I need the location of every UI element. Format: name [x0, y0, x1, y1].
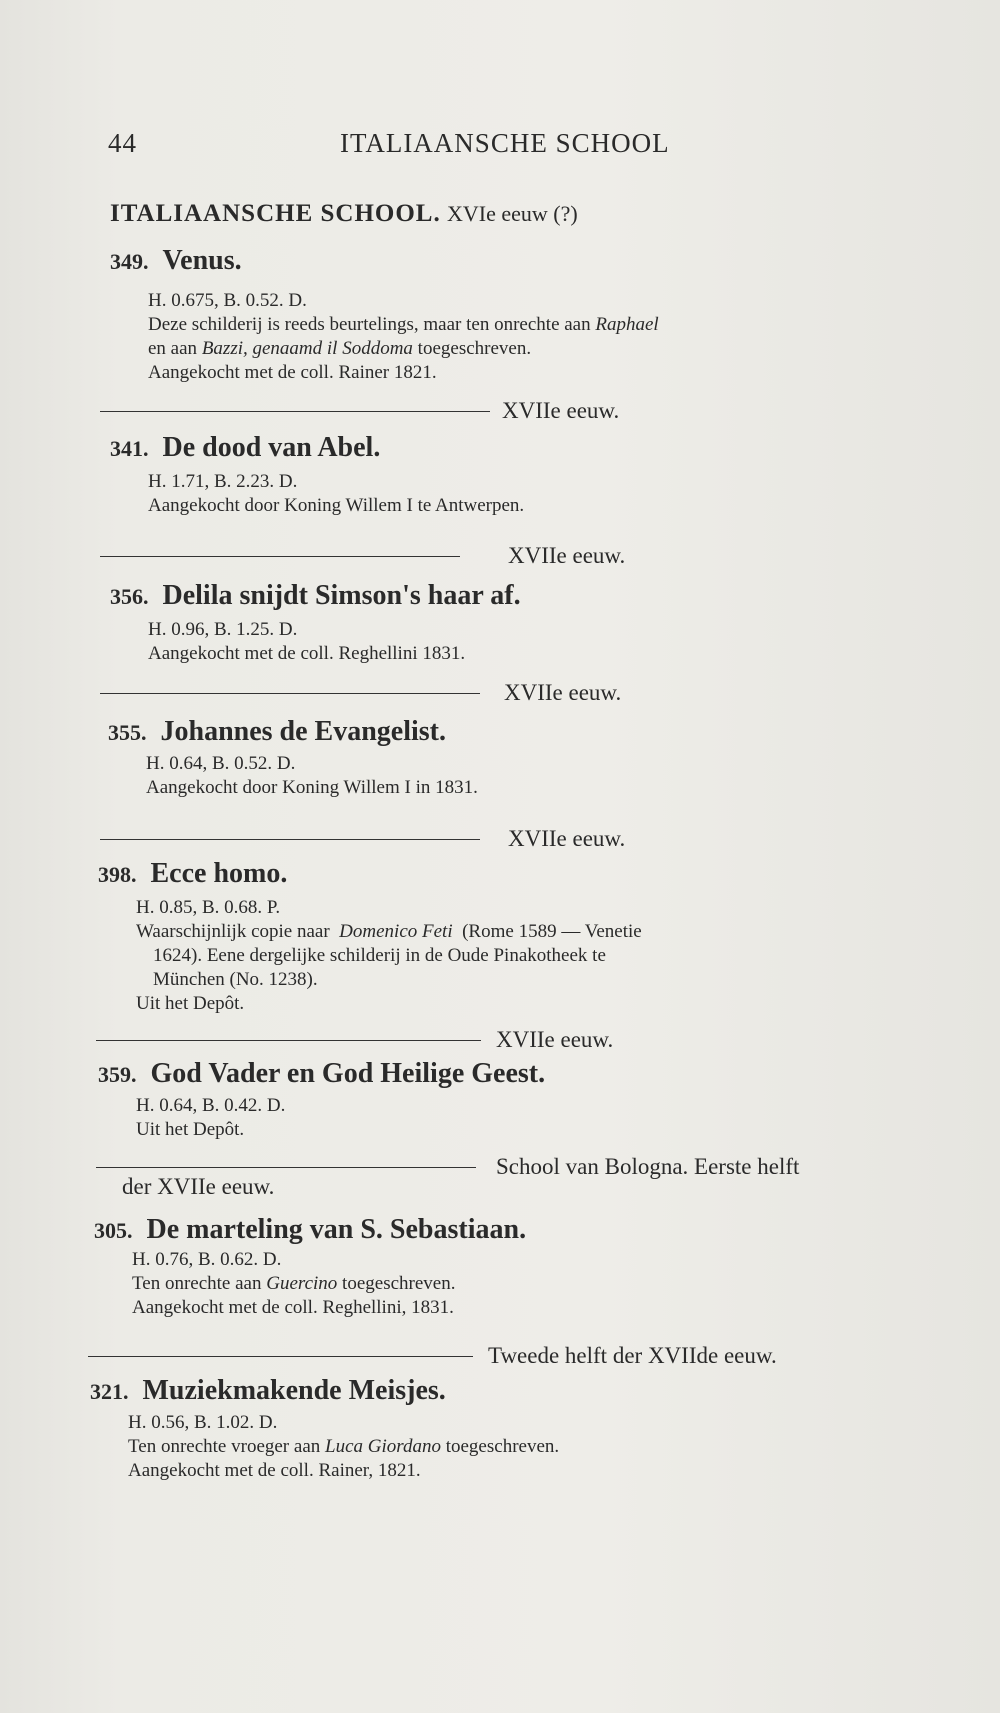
entry-title: Muziekmakende Meisjes. — [142, 1375, 446, 1406]
entry-provenance: Aangekocht met de coll. Rainer 1821. — [148, 362, 437, 383]
entry-number: 355. — [108, 720, 147, 745]
entry-dimensions: H. 0.96, B. 1.25. D. — [148, 619, 298, 640]
entry-note: Ten onrechte aan Guercino toegeschreven. — [132, 1273, 456, 1294]
entry-dimensions: H. 0.64, B. 0.52. D. — [146, 753, 296, 774]
entry-number: 305. — [94, 1218, 133, 1243]
entry-heading — [110, 245, 659, 277]
entry-heading — [110, 432, 524, 464]
entry-title: De dood van Abel. — [162, 432, 381, 463]
entry-number: 356. — [110, 584, 149, 609]
period-label: Tweede helft der XVIIde eeuw. — [488, 1343, 777, 1368]
entry-dimensions: H. 0.56, B. 1.02. D. — [128, 1412, 278, 1433]
entry-heading — [94, 1214, 526, 1246]
entry-title: Venus. — [162, 245, 242, 276]
running-title: ITALIAANSCHE SCHOOL — [340, 128, 670, 158]
entry-provenance: Uit het Depôt. — [136, 1119, 245, 1140]
entry-dimensions: H. 0.64, B. 0.42. D. — [136, 1095, 286, 1116]
entry-title: Delila snijdt Simson's haar af. — [162, 580, 521, 611]
entry-heading — [98, 858, 642, 890]
period-label: XVIIe eeuw. — [502, 398, 620, 423]
entry-dimensions: H. 0.76, B. 0.62. D. — [132, 1249, 282, 1270]
period-label: XVIIe eeuw. — [508, 826, 626, 851]
catalog-entry-321 — [90, 1375, 559, 1483]
entry-provenance: Aangekocht met de coll. Reghellini 1831. — [148, 643, 466, 664]
entry-dimensions: H. 0.85, B. 0.68. P. — [136, 897, 281, 918]
artist-name: Bazzi, genaamd il Soddoma — [201, 338, 413, 359]
entry-heading — [110, 580, 521, 612]
entry-dimensions: H. 1.71, B. 2.23. D. — [148, 471, 298, 492]
entry-heading — [108, 716, 478, 748]
catalog-entry-349 — [110, 245, 659, 385]
entry-dimensions: H. 0.675, B. 0.52. D. — [148, 290, 307, 311]
page-number: 44 — [108, 128, 137, 158]
entry-note-cont: 1624). Eene dergelijke schilderij in de Oude Pinakotheek te — [153, 945, 606, 966]
entry-heading — [90, 1375, 559, 1407]
artist-name: Domenico Feti — [339, 921, 453, 942]
entry-note: Deze schilderij is reeds beurtelings, maar ten onrechte aan Raphael — [148, 314, 659, 335]
entry-number: 398. — [98, 862, 137, 887]
catalog-entry-341 — [110, 432, 524, 518]
entry-note: Ten onrechte vroeger aan Luca Giordano toegeschreven. — [128, 1436, 560, 1457]
entry-title: God Vader en God Heilige Geest. — [150, 1058, 546, 1089]
catalog-entry-355 — [108, 716, 478, 800]
catalog-entry-398 — [98, 858, 642, 1016]
entry-note-cont: en aan Bazzi, genaamd il Soddoma toegeschreven. — [148, 338, 532, 359]
catalog-entry-359 — [98, 1058, 545, 1142]
entry-title: Johannes de Evangelist. — [160, 716, 446, 747]
catalog-entry-305 — [94, 1214, 526, 1320]
period-label: XVIIe eeuw. — [504, 680, 622, 705]
entry-number: 321. — [90, 1379, 129, 1404]
entry-provenance: Aangekocht met de coll. Rainer, 1821. — [128, 1460, 421, 1481]
entry-provenance: Aangekocht met de coll. Reghellini, 1831. — [132, 1297, 454, 1318]
school-label: School van Bologna. Eerste helft — [496, 1154, 800, 1179]
section-period: XVIe eeuw (?) — [446, 201, 578, 226]
entry-provenance: Uit het Depôt. — [136, 993, 245, 1014]
artist-name: Raphael — [595, 314, 659, 335]
school-label-cont: der XVIIe eeuw. — [122, 1174, 275, 1199]
entry-number: 349. — [110, 249, 149, 274]
entry-provenance: Aangekocht door Koning Willem I te Antwerpen. — [148, 495, 525, 516]
catalog-entry-356 — [110, 580, 521, 666]
entry-number: 359. — [98, 1062, 137, 1087]
entry-note: Waarschijnlijk copie naar Domenico Feti (Rome 1589 — Venetie — [136, 921, 642, 942]
entry-provenance: Aangekocht door Koning Willem I in 1831. — [146, 777, 478, 798]
entry-note-cont: München (No. 1238). — [153, 969, 318, 990]
artist-name: Luca Giordano — [325, 1436, 441, 1457]
period-label: XVIIe eeuw. — [508, 543, 626, 568]
period-label: XVIIe eeuw. — [496, 1027, 614, 1052]
section-name: ITALIAANSCHE SCHOOL. — [110, 200, 441, 227]
entry-number: 341. — [110, 436, 149, 461]
entry-title: Ecce homo. — [150, 858, 288, 889]
section-title — [110, 200, 578, 228]
entry-heading — [98, 1058, 545, 1090]
artist-name: Guercino — [266, 1273, 338, 1294]
entry-title: De marteling van S. Sebastiaan. — [146, 1214, 527, 1245]
